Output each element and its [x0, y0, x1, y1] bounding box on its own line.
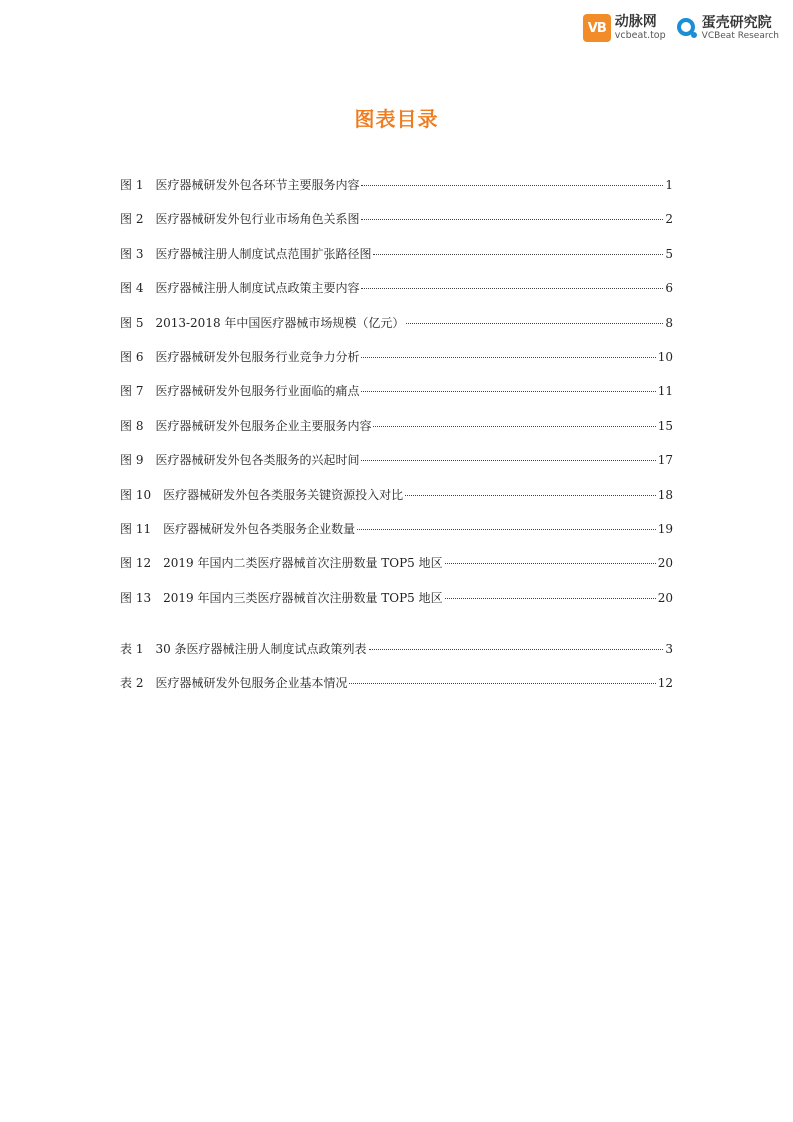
toc-entry-title: 医疗器械注册人制度试点范围扩张路径图 [155, 246, 372, 261]
toc-entry-number: 图 6 [120, 349, 144, 364]
vcbeat-research-url: VCBeat Research [701, 30, 779, 41]
toc-entry[interactable] [120, 210, 673, 244]
toc-entry-title: 30 条医疗器械注册人制度试点政策列表 [155, 642, 367, 656]
toc-entry-label [120, 176, 359, 193]
vcbeat-logo-icon: VB [583, 14, 611, 42]
toc-entry-number: 图 11 [120, 521, 152, 536]
toc-leader-dots [373, 425, 655, 427]
toc-entry-page: 11 [657, 384, 673, 399]
toc-entry-number: 图 2 [120, 212, 144, 227]
vcbeat-research-brand[interactable] [676, 16, 779, 41]
toc-entry-label [120, 314, 404, 331]
toc-leader-dots [361, 459, 655, 461]
toc-entry-number: 图 4 [120, 281, 144, 296]
toc-leader-dots [361, 184, 663, 186]
toc-entry-page: 6 [665, 281, 673, 296]
toc-entry-label [120, 486, 403, 503]
toc-entry-label [120, 279, 359, 296]
toc-entry-label [120, 417, 371, 434]
toc-entry-label [120, 348, 359, 365]
toc-entry-label [120, 554, 443, 571]
toc-entry-title: 医疗器械研发外包服务行业竞争力分析 [155, 349, 360, 364]
toc-entry-number: 图 12 [120, 556, 152, 571]
toc-entry-page: 8 [665, 315, 673, 330]
toc-entry-title: 医疗器械研发外包各类服务的兴起时间 [155, 453, 360, 468]
toc-entry[interactable] [120, 674, 673, 708]
toc-entry[interactable] [120, 417, 673, 451]
page-title: 图表目录 [354, 107, 439, 131]
toc-entry-title: 医疗器械研发外包各类服务关键资源投入对比 [163, 487, 404, 502]
toc-entry-page: 1 [665, 178, 673, 192]
toc-entry[interactable] [120, 451, 673, 485]
toc-leader-dots [445, 597, 656, 599]
toc-entry-number: 图 3 [120, 246, 144, 261]
toc-entry-number: 图 10 [120, 487, 152, 502]
toc-leader-dots [349, 682, 655, 684]
toc-entry-page: 10 [657, 349, 673, 364]
toc-entry-number: 图 13 [120, 590, 152, 605]
toc-entry[interactable] [120, 176, 673, 210]
toc-entry-title: 2019 年国内三类医疗器械首次注册数量 TOP5 地区 [163, 590, 443, 605]
toc-entry-page: 20 [657, 556, 673, 571]
toc-entry-label [120, 520, 355, 537]
toc-entry-page: 17 [657, 453, 673, 468]
toc-entry-title: 医疗器械研发外包服务企业基本情况 [155, 676, 348, 691]
toc-entry-title: 医疗器械研发外包各类服务企业数量 [163, 521, 356, 536]
toc-leader-dots [361, 287, 663, 289]
toc-entry-page: 20 [657, 590, 673, 605]
toc-entry[interactable] [120, 279, 673, 313]
toc-leader-dots [361, 218, 663, 220]
toc-entry[interactable] [120, 314, 673, 348]
vcbeat-research-logo-icon [676, 17, 698, 39]
toc-entry-title: 2019 年国内二类医疗器械首次注册数量 TOP5 地区 [163, 556, 443, 571]
toc-entry-number: 表 1 [120, 642, 144, 656]
toc-entry[interactable] [120, 382, 673, 416]
toc-entry-number: 图 9 [120, 453, 144, 468]
toc-entry[interactable] [120, 245, 673, 279]
toc-entry-page: 15 [657, 418, 673, 433]
toc-leader-dots [405, 494, 656, 496]
toc-entry-page: 2 [665, 212, 673, 227]
vcbeat-name: 动脉网 [614, 14, 657, 31]
toc-entry[interactable] [120, 589, 673, 623]
toc-entry-title: 医疗器械研发外包服务行业面临的痛点 [155, 384, 360, 399]
table-list [120, 640, 673, 709]
toc-entry[interactable] [120, 520, 673, 554]
toc-leader-dots [361, 390, 655, 392]
toc-leader-dots [357, 528, 656, 530]
toc-leader-dots [406, 322, 663, 324]
toc-entry-number: 图 7 [120, 384, 144, 399]
toc-entry[interactable] [120, 486, 673, 520]
toc-entry-label [120, 210, 359, 227]
toc-entry-page: 3 [665, 642, 673, 656]
toc-entry-page: 18 [657, 487, 673, 502]
toc-entry-label [120, 451, 359, 468]
toc-entry[interactable] [120, 640, 673, 674]
toc-entry-number: 表 2 [120, 676, 144, 691]
toc-leader-dots [369, 648, 664, 650]
toc-entry-title: 医疗器械研发外包行业市场角色关系图 [155, 212, 360, 227]
toc-entry-label [120, 382, 359, 399]
header [583, 14, 779, 42]
toc-entry-label [120, 674, 347, 691]
toc-entry-label [120, 245, 371, 262]
toc-entry-title: 医疗器械注册人制度试点政策主要内容 [155, 281, 360, 296]
toc-entry-title: 2013-2018 年中国医疗器械市场规模（亿元） [155, 315, 405, 330]
toc-entry-number: 图 1 [120, 178, 144, 192]
toc-entry-page: 19 [657, 521, 673, 536]
toc-entry[interactable] [120, 348, 673, 382]
vcbeat-brand[interactable] [583, 14, 666, 42]
vcbeat-research-name: 蛋壳研究院 [701, 14, 772, 31]
toc-entry-label [120, 640, 367, 657]
toc-entry-title: 医疗器械研发外包服务企业主要服务内容 [155, 418, 372, 433]
toc-entry-title: 医疗器械研发外包各环节主要服务内容 [155, 178, 360, 192]
toc-entry[interactable] [120, 554, 673, 588]
toc-entry-number: 图 5 [120, 315, 144, 330]
figure-list [120, 176, 673, 623]
toc-leader-dots [373, 253, 663, 255]
toc-leader-dots [361, 356, 655, 358]
toc-entry-page: 5 [665, 246, 673, 261]
toc-entry-number: 图 8 [120, 418, 144, 433]
vcbeat-url: vcbeat.top [614, 30, 666, 42]
toc-leader-dots [445, 562, 656, 564]
toc-entry-label [120, 589, 443, 606]
toc-entry-page: 12 [657, 676, 673, 691]
